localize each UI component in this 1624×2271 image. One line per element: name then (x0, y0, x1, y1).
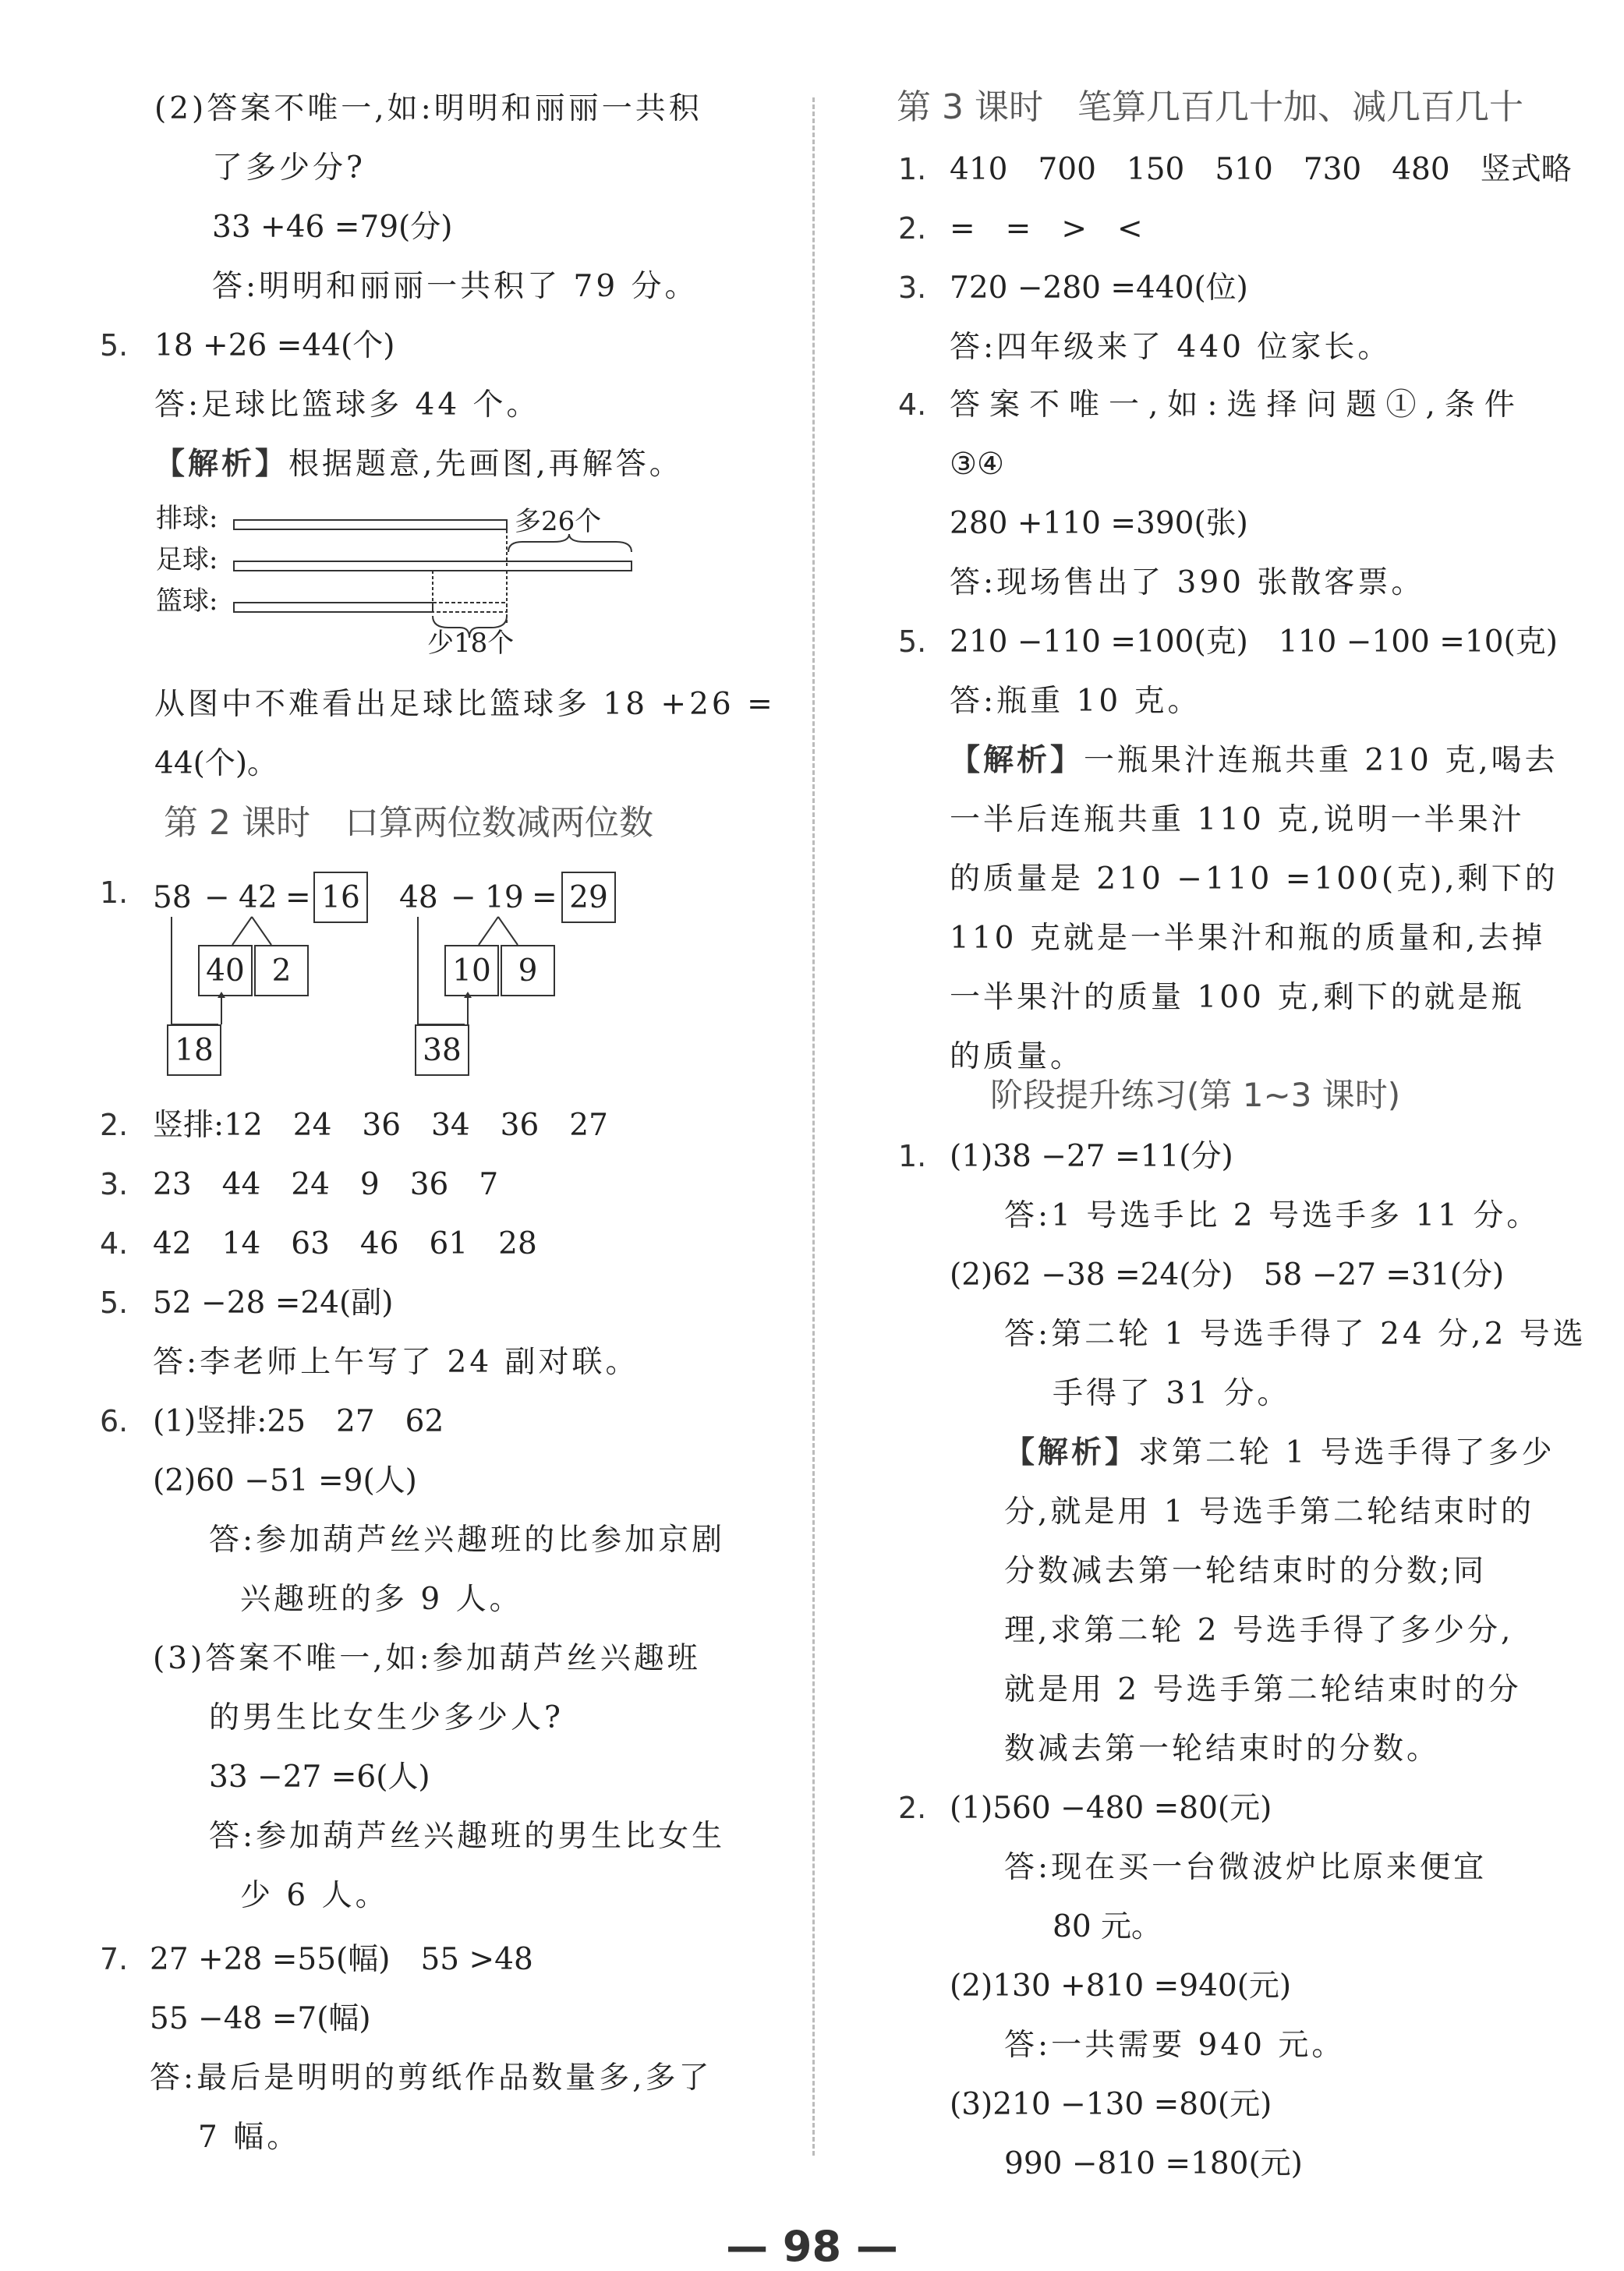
q7-answer-cont: 7 幅。 (198, 2120, 301, 2155)
r2-number: 2. (898, 211, 927, 246)
r4-number: 4. (898, 387, 927, 422)
q5-conclusion: 从图中不难看出足球比篮球多 18 +26 = (154, 687, 776, 722)
r5-analysis: 【解析】一瓶果汁连瓶共重 210 克,喝去 (950, 743, 1559, 778)
q5b-number: 5. (100, 1286, 129, 1320)
q7-number: 7. (100, 1942, 129, 1976)
q7-calc-2: 55 −48 =7(幅) (150, 2001, 371, 2036)
q1a-partial-box: 18 (167, 1024, 221, 1076)
q6-2-answer: 答:参加葫芦丝兴趣班的比参加京剧 (209, 1523, 726, 1558)
q1a-split-box-1: 40 (198, 945, 253, 996)
s1-analysis-3: 分数减去第一轮结束时的分数;同 (1004, 1554, 1488, 1589)
q7-calc-1: 27 +28 =55(幅) 55 >48 (150, 1942, 533, 1977)
s2-2: (2)130 +810 =940(元) (950, 1969, 1292, 2004)
q6-3-answer-cont: 少 6 人。 (240, 1878, 389, 1913)
q5b-calc: 52 −28 =24(副) (153, 1286, 394, 1321)
r5-analysis-2: 一半后连瓶共重 110 克,说明一半果汁 (950, 802, 1525, 837)
r2-answer: = = > < (950, 211, 1143, 246)
q3-answer: 23 44 24 9 36 7 (153, 1167, 499, 1202)
s2-2-answer: 答:一共需要 940 元。 (1004, 2028, 1346, 2063)
s1-analysis: 【解析】求第二轮 1 号选手得了多少 (1004, 1435, 1555, 1470)
q1-number: 1. (100, 876, 129, 910)
diagram-label-basketball: 篮球: (156, 585, 218, 617)
football-bar (234, 561, 632, 571)
s1-2: (2)62 −38 =24(分) 58 −27 =31(分) (950, 1258, 1505, 1293)
q4-2-answer: 答:明明和丽丽一共积了 79 分。 (212, 269, 699, 304)
s2-3-calc-2: 990 −810 =180(元) (1004, 2146, 1303, 2181)
r5-calc: 210 −110 =100(克) 110 −100 =10(克) (950, 624, 1558, 660)
q5-conclusion-cont: 44(个)。 (154, 746, 278, 781)
r1-answer: 410 700 150 510 730 480 竖式略 (950, 152, 1572, 187)
page-number: — 98 — (726, 2222, 898, 2271)
s2-1-answer-cont: 80 元。 (1053, 1909, 1162, 1944)
q1b-split-box-2: 9 (501, 945, 555, 996)
r5-number: 5. (898, 624, 927, 659)
r4-answer: 答:现场售出了 390 张散客票。 (950, 565, 1425, 600)
q1a-result-box: 16 (313, 872, 368, 923)
s1-number: 1. (898, 1139, 927, 1173)
s2-number: 2. (898, 1791, 927, 1825)
column-divider (812, 97, 815, 2156)
q5-answer: 答:足球比篮球多 44 个。 (154, 387, 540, 423)
r4-question: 答案不唯一,如:选择问题①,条件 (950, 387, 1524, 423)
r5-answer: 答:瓶重 10 克。 (950, 684, 1201, 719)
r5-analysis-3: 的质量是 210 −110 =100(克),剩下的 (950, 861, 1559, 897)
s1-1-answer: 答:1 号选手比 2 号选手多 11 分。 (1004, 1198, 1541, 1233)
analysis-tag: 【解析】 (1004, 1435, 1139, 1470)
s1-analysis-5: 就是用 2 号选手第二轮结束时的分 (1004, 1672, 1522, 1707)
q6-3-question-cont: 的男生比女生少多少人? (209, 1700, 564, 1735)
q6-2-answer-cont: 兴趣班的多 9 人。 (240, 1582, 523, 1617)
diagram-more-label: 多26个 (515, 506, 602, 537)
q6-3-calc: 33 −27 =6(人) (209, 1760, 430, 1795)
q1b-split-box-1: 10 (444, 945, 499, 996)
q7-answer: 答:最后是明明的剪纸作品数量多,多了 (150, 2061, 713, 2096)
diagram-label-volleyball: 排球: (156, 503, 218, 534)
r4-calc: 280 +110 =390(张) (950, 506, 1248, 541)
q1b-result-box: 29 (561, 872, 616, 923)
lesson-3-title: 第 3 课时 笔算几百几十加、减几百几十 (897, 87, 1523, 127)
q2-number: 2. (100, 1108, 129, 1142)
lesson-2-title: 第 2 课时 口算两位数减两位数 (164, 803, 653, 843)
q4-number: 4. (100, 1226, 129, 1261)
analysis-tag: 【解析】 (950, 743, 1084, 778)
q4-2-question: (2)答案不唯一,如:明明和丽丽一共积 (154, 91, 702, 126)
basketball-bar (234, 603, 433, 612)
page-number-dash-left: — (726, 2222, 783, 2271)
q4-2-calc: 33 +46 =79(分) (212, 210, 453, 245)
q2-answer: 竖排:12 24 36 34 36 27 (153, 1108, 608, 1143)
q1a-split-lines (148, 911, 320, 1051)
q6-1: (1)竖排:25 27 62 (153, 1404, 444, 1439)
q1a-split-box-2: 2 (254, 945, 309, 996)
s1-2-answer: 答:第二轮 1 号选手得了 24 分,2 号选 (1004, 1317, 1587, 1352)
q6-3-answer: 答:参加葫芦丝兴趣班的男生比女生 (209, 1819, 726, 1854)
volleyball-bar (234, 520, 507, 529)
s1-analysis-4: 理,求第二轮 2 号选手得了多少分, (1004, 1613, 1514, 1648)
q6-number: 6. (100, 1404, 129, 1438)
s2-1-answer: 答:现在买一台微波炉比原来便宜 (1004, 1850, 1488, 1885)
r4-question-cont: ③④ (950, 447, 1004, 482)
q5b-answer: 答:李老师上午写了 24 副对联。 (153, 1345, 639, 1380)
stage-practice-title: 阶段提升练习(第 1~3 课时) (990, 1076, 1401, 1114)
r5-analysis-4: 110 克就是一半果汁和瓶的质量和,去掉 (950, 921, 1546, 956)
r5-analysis-5: 一半果汁的质量 100 克,剩下的就是瓶 (950, 980, 1525, 1015)
q4-answer: 42 14 63 46 61 28 (153, 1226, 537, 1261)
analysis-text: 根据题意,先画图,再解答。 (288, 447, 683, 482)
diagram-less-label: 少18个 (427, 628, 515, 659)
analysis-tag: 【解析】 (154, 447, 289, 482)
q5-analysis (154, 447, 683, 482)
s2-3: (3)210 −130 =80(元) (950, 2087, 1272, 2122)
r3-calc: 720 −280 =440(位) (950, 271, 1248, 306)
r3-answer: 答:四年级来了 440 位家长。 (950, 330, 1392, 365)
diagram-label-football: 足球: (156, 544, 218, 575)
q4-2-question-cont: 了多少分? (212, 150, 366, 186)
q1b-partial-box: 38 (415, 1024, 469, 1076)
s1-analysis-2: 分,就是用 1 号选手第二轮结束时的 (1004, 1495, 1535, 1530)
q6-2: (2)60 −51 =9(人) (153, 1463, 417, 1498)
r5-analysis-6: 的质量。 (950, 1039, 1084, 1074)
s1-1: (1)38 −27 =11(分) (950, 1139, 1233, 1174)
q3-number: 3. (100, 1167, 129, 1201)
r1-number: 1. (898, 152, 927, 186)
s1-2-answer-cont: 手得了 31 分。 (1053, 1376, 1291, 1411)
r3-number: 3. (898, 271, 927, 305)
q5-number: 5. (100, 328, 129, 363)
s2-1: (1)560 −480 =80(元) (950, 1791, 1272, 1826)
s1-analysis-6: 数减去第一轮结束时的分数。 (1004, 1732, 1441, 1767)
q5-calc: 18 +26 =44(个) (154, 328, 395, 363)
q1b-split-lines (395, 911, 566, 1051)
q6-3-question: (3)答案不唯一,如:参加葫芦丝兴趣班 (153, 1641, 701, 1676)
page-number-dash-right: — (841, 2222, 898, 2271)
